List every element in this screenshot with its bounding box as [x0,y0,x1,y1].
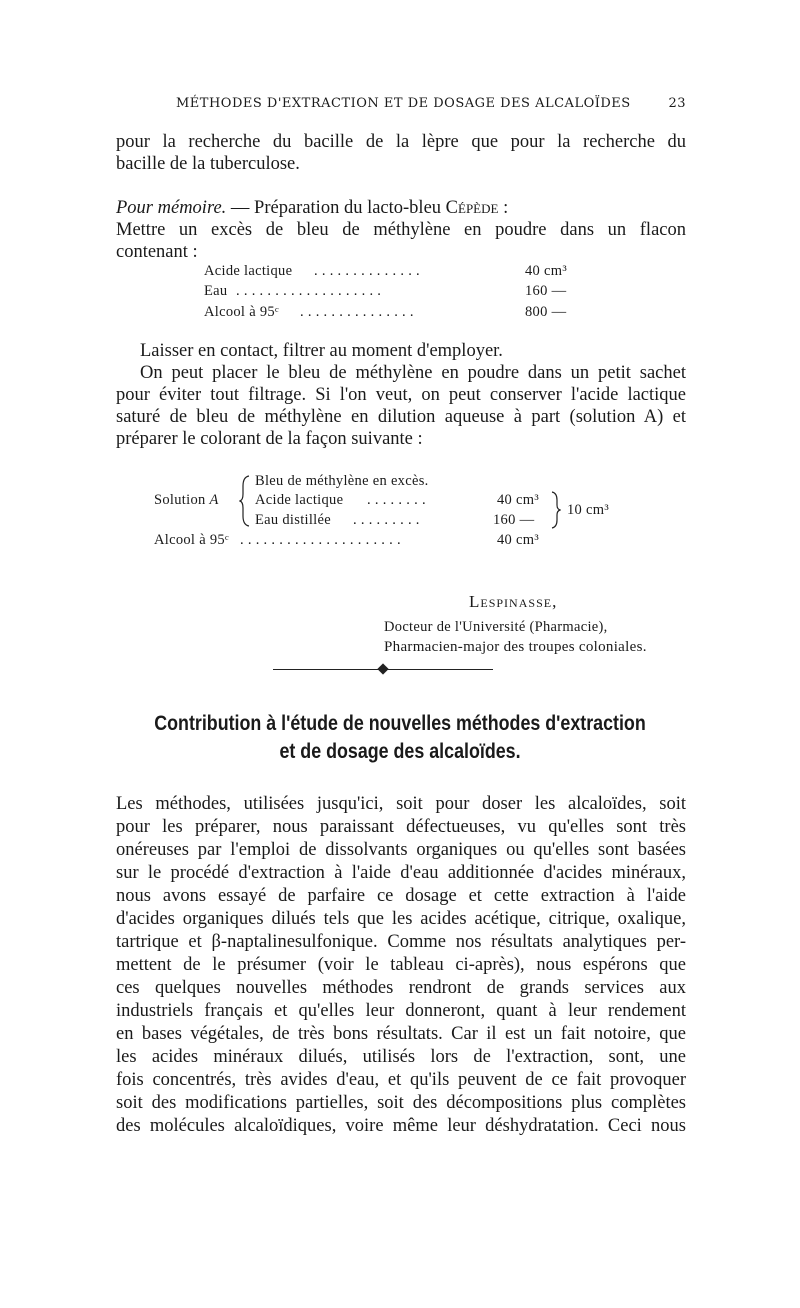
memo-name: Cépède [445,198,499,218]
recipe-item-qty: 160 — [525,283,567,299]
recipe2-line2-dots: . . . . . . . . [367,492,426,508]
recipe2-line1: Bleu de méthylène en excès. [255,473,429,489]
left-brace-icon [239,474,251,528]
text-line: onéreuses par l'emploi de dissolvants organiques ou qu'elles sont basées [116,840,686,860]
solution-letter: A [209,492,219,508]
solution-label-text: Solution [154,492,206,508]
text-line: On peut placer le bleu de méthylène en poudre dans un petit sachet [140,363,686,383]
instructions-paragraph [116,340,686,450]
text-line: Laisser en contact, filtrer au moment d'employer. [140,341,503,361]
text-line: sur le procédé d'extraction à l'aide d'eau additionnée d'acides minéraux, [116,863,686,883]
memo-paragraph [116,197,686,263]
text-line: contenant : [116,242,198,262]
text-line [116,197,686,219]
recipe2-bracket-qty: 10 cm³ [567,502,609,518]
diamond-icon [377,663,388,674]
page-number: 23 [668,96,686,111]
text-line: préparer le colorant de la façon suivante : [116,429,423,449]
solution-label [154,492,219,509]
running-title: MÉTHODES D'EXTRACTION ET DE DOSAGE DES ALCALOÏDES [176,96,631,111]
article-title-line-1: Contribution à l'étude de nouvelles méthodes d'extraction [154,712,646,735]
recipe-item-dots: . . . . . . . . . . . . . . . [300,304,414,320]
text-line: saturé de bleu de méthylène en dilution aqueuse à part (solution A) et [116,407,686,427]
text-line: Mettre un excès de bleu de méthylène en poudre dans un flacon [116,220,686,240]
recipe2-line3-qty: 160 — [493,512,535,528]
running-header [176,96,686,111]
text-line: des molécules alcaloïdiques, voire même leur déshydratation. Ceci nous [116,1116,686,1136]
text-line: bacille de la tuberculose. [116,154,300,174]
text-line: fois concentrés, très avides d'eau, et qu'ils peuvent de ce fait provoquer [116,1070,686,1090]
text-line: tartrique et β-naptalinesulfonique. Comme nos résultats analytiques per- [116,932,686,952]
alcohol-name: Alcool à 95ᶜ [154,532,229,548]
recipe-item-name: Alcool à 95ᶜ [204,304,279,320]
text-line: industriels français et qu'elles leur donneront, quant à leur rendement [116,1001,686,1021]
recipe-item-qty: 40 cm³ [525,263,567,279]
recipe2-line2-qty: 40 cm³ [497,492,539,508]
recipe-item-dots: . . . . . . . . . . . . . . . . . . . [236,283,382,299]
text-line: d'acides organiques dilués tels que les acides acétique, citrique, oxalique, [116,909,686,929]
text-line: soit des modifications partielles, soit des décompositions plus complètes [116,1093,686,1113]
recipe-item-qty: 800 — [525,304,567,320]
recipe-item-name: Eau [204,283,228,299]
text-line: pour éviter tout filtrage. Si l'on veut, on peut conserver l'acide lactique [116,385,686,405]
recipe2-line3-dots: . . . . . . . . . [353,512,420,528]
article-title-line-2: et de dosage des alcaloïdes. [279,740,521,763]
memo-dash: — Préparation du lacto-bleu [226,198,446,218]
text-line: les acides minéraux dilués, utilisés lors de l'extraction, sont, une [116,1047,686,1067]
text-line: Les méthodes, utilisées jusqu'ici, soit pour doser les alcaloïdes, soit [116,794,686,814]
memo-label: Pour mémoire. [116,198,227,218]
recipe-item-name: Acide lactique [204,263,293,279]
recipe2-line2-name: Acide lactique [255,492,344,508]
alcohol-dots: . . . . . . . . . . . . . . . . . . . . . [240,532,401,548]
signature-name: Lespinasse, [469,592,558,611]
memo-colon: : [498,198,509,218]
text-line: en bases végétales, de très bons résultats. Car il est un fait notoire, que [116,1024,686,1044]
right-brace-icon [551,490,561,530]
text-line: mettent de le présumer (voir le tableau ci-après), nous espérons que [116,955,686,975]
article-body [116,793,686,1138]
alcohol-qty: 40 cm³ [497,532,539,548]
signature-title-2: Pharmacien-major des troupes coloniales. [384,639,647,655]
text-line: pour la recherche du bacille de la lèpre que pour la recherche du [116,132,686,152]
recipe-item-dots: . . . . . . . . . . . . . . [314,263,420,279]
signature-title-1: Docteur de l'Université (Pharmacie), [384,619,608,635]
text-line: pour les préparer, nous paraissant défectueuses, vu qu'elles sont très [116,817,686,837]
recipe2-line3-name: Eau distillée [255,512,331,528]
text-line: nous avons essayé de parfaire ce dosage et cette extraction à l'aide [116,886,686,906]
intro-paragraph [116,131,686,175]
text-line: ces quelques nouvelles méthodes rendront de grands services aux [116,978,686,998]
